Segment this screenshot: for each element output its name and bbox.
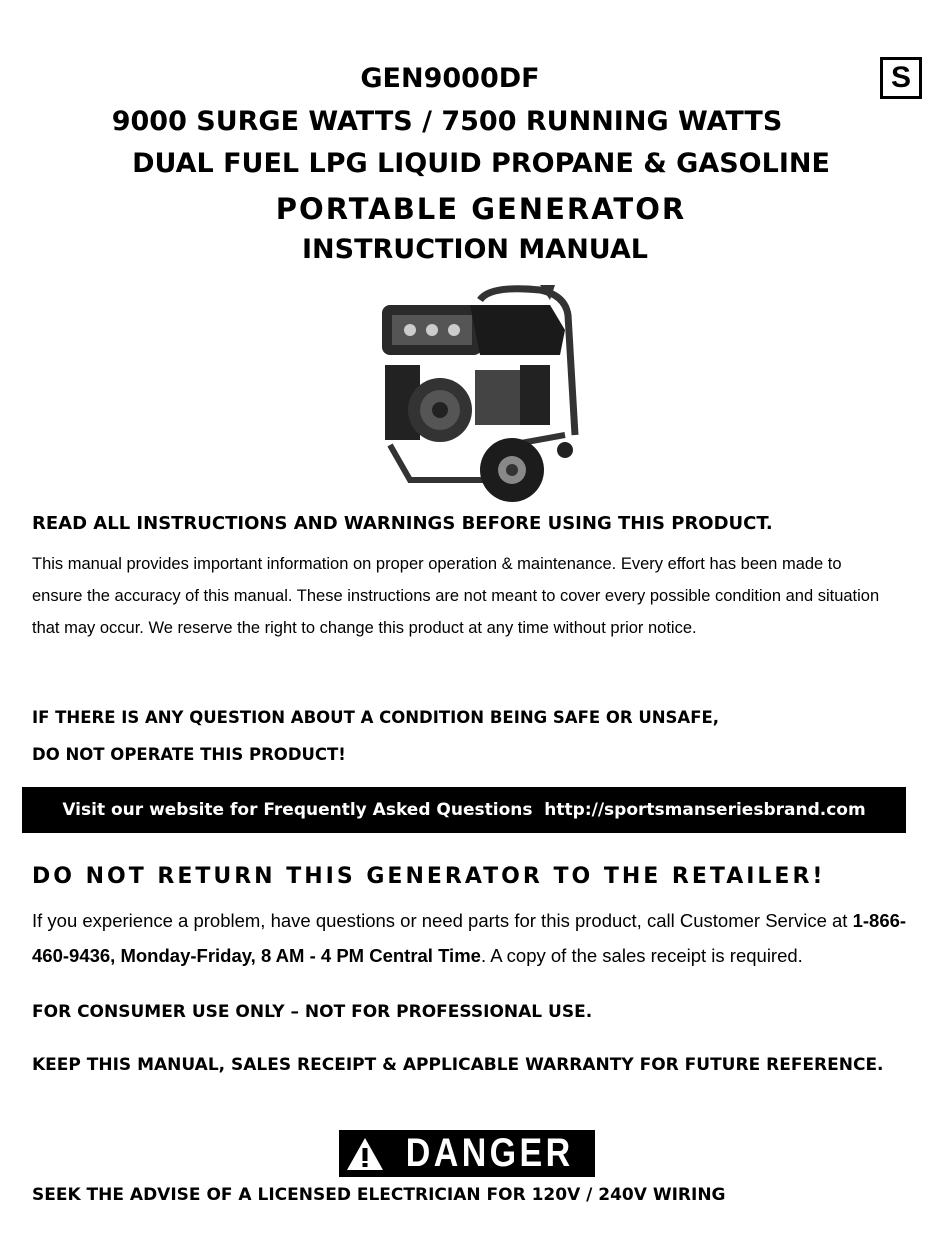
language-badge-label: S bbox=[890, 61, 911, 94]
customer-service-receipt: . A copy of the sales receipt is required. bbox=[480, 945, 803, 966]
intro-paragraph: This manual provides important information on proper operation & maintenance. Every effort has been made to ensure the accuracy of this manual. These instructions are not meant to cover every possible condition and situation that may occur. We reserve the right to change this product at any time without prior notice. bbox=[32, 555, 880, 637]
danger-label bbox=[339, 1130, 595, 1177]
danger-text: DANGER bbox=[406, 1131, 574, 1175]
customer-service-phone: 1-866-460-9436, Monday-Friday, 8 AM - 4 PM Central Time bbox=[32, 910, 907, 966]
customer-service-paragraph bbox=[32, 903, 942, 973]
no-return-heading: DO NOT RETURN THIS GENERATOR TO THE RETAILER! bbox=[32, 864, 826, 889]
read-all-warning: READ ALL INSTRUCTIONS AND WARNINGS BEFORE USING THIS PRODUCT. bbox=[32, 513, 773, 534]
warning-triangle-icon bbox=[345, 1136, 385, 1172]
electrician-warning: SEEK THE ADVISE OF A LICENSED ELECTRICIAN FOR 120V / 240V WIRING bbox=[32, 1185, 726, 1205]
faq-banner bbox=[22, 787, 906, 833]
watts-title: 9000 SURGE WATTS / 7500 RUNNING WATTS bbox=[111, 106, 783, 137]
safety-question-line1: IF THERE IS ANY QUESTION ABOUT A CONDITION BEING SAFE OR UNSAFE, bbox=[32, 708, 720, 727]
customer-service-lead: If you experience a problem, have questions or need parts for this product, call Customer Service at bbox=[32, 910, 848, 931]
safety-question-line2: DO NOT OPERATE THIS PRODUCT! bbox=[32, 745, 346, 764]
model-title: GEN9000DF bbox=[360, 63, 540, 94]
product-title: PORTABLE GENERATOR bbox=[275, 192, 687, 226]
fuel-title: DUAL FUEL LPG LIQUID PROPANE & GASOLINE bbox=[132, 148, 830, 179]
keep-manual-notice: KEEP THIS MANUAL, SALES RECEIPT & APPLICABLE WARRANTY FOR FUTURE REFERENCE. bbox=[32, 1055, 884, 1075]
document-title: INSTRUCTION MANUAL bbox=[301, 234, 648, 265]
generator-image bbox=[370, 285, 590, 510]
consumer-use-notice: FOR CONSUMER USE ONLY – NOT FOR PROFESSIONAL USE. bbox=[32, 1002, 593, 1022]
faq-banner-text: Visit our website for Frequently Asked Questions http://sportsmanseriesbrand.com bbox=[62, 800, 866, 820]
